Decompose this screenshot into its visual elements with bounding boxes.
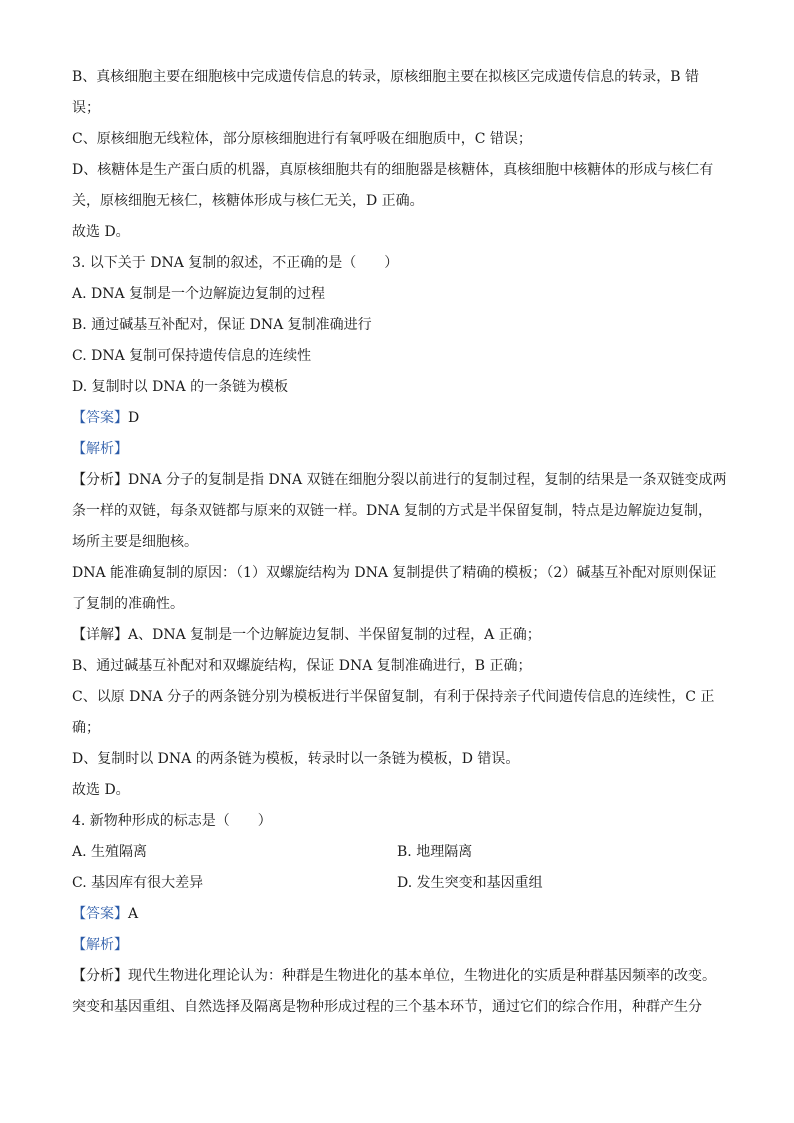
question-4-option-b: B. 地理隔离 <box>397 844 473 860</box>
xiangjie-line <box>72 620 722 651</box>
question-4-options-row-1 <box>72 837 722 868</box>
question-4-options-row-2 <box>72 868 722 899</box>
text-line: 突变和基因重组、自然选择及隔离是物种形成过程的三个基本环节，通过它们的综合作用，种群产生分 <box>72 999 702 1015</box>
question-4-option-a: A. 生殖隔离 <box>72 844 148 860</box>
fenxi-line <box>72 465 727 496</box>
xiangjie-text: A、DNA 复制是一个边解旋边复制、半保留复制的过程，A 正确； <box>128 627 541 643</box>
analysis-tag: 【解析】 <box>72 441 128 457</box>
analysis-line <box>72 434 722 465</box>
answer-line <box>72 899 722 930</box>
analysis-line <box>72 930 722 961</box>
answer-line <box>72 403 722 434</box>
text-line: C、以原 DNA 分子的两条链分别为模板进行半保留复制，有利于保持亲子代间遗传信息的连续性，C 正 <box>72 689 715 705</box>
text-line: 条一样的双链，每条双链都与原来的双链一样。DNA 复制的方式是半保留复制，特点是边解旋边复制， <box>72 503 713 519</box>
fenxi-text: 现代生物进化理论认为：种群是生物进化的基本单位，生物进化的实质是种群基因频率的改变。 <box>128 968 716 984</box>
conclusion-line: 故选 D。 <box>72 782 130 798</box>
fenxi-tag: 【分析】 <box>72 968 128 984</box>
text-line: 了复制的准确性。 <box>72 596 184 612</box>
question-3-stem: 3. 以下关于 DNA 复制的叙述，不正确的是（ ） <box>72 255 399 271</box>
text-line: 场所主要是细胞核。 <box>72 534 198 550</box>
analysis-tag: 【解析】 <box>72 937 128 953</box>
text-line: 关，原核细胞无核仁，核糖体形成与核仁无关，D 正确。 <box>72 193 424 209</box>
question-3-option-d: D. 复制时以 DNA 的一条链为模板 <box>72 379 289 395</box>
fenxi-tag: 【分析】 <box>72 472 128 488</box>
question-3-option-c: C. DNA 复制可保持遗传信息的连续性 <box>72 348 312 364</box>
text-line: D、复制时以 DNA 的两条链为模板，转录时以一条链为模板，D 错误。 <box>72 751 520 767</box>
question-4-option-c: C. 基因库有很大差异 <box>72 875 204 891</box>
text-line: 故选 D。 <box>72 224 130 240</box>
fenxi-text: DNA 分子的复制是指 DNA 双链在细胞分裂以前进行的复制过程，复制的结果是一条双链变成两 <box>128 472 727 488</box>
answer-value: A <box>128 906 139 922</box>
text-line: 确； <box>72 720 100 736</box>
answer-tag: 【答案】 <box>72 906 128 922</box>
text-line: D、核糖体是生产蛋白质的机器，真原核细胞共有的细胞器是核糖体，真核细胞中核糖体的形成与核仁有 <box>72 162 714 178</box>
text-line: 误； <box>72 100 100 116</box>
text-line: B、真核细胞主要在细胞核中完成遗传信息的转录，原核细胞主要在拟核区完成遗传信息的转录，B 错 <box>72 69 700 85</box>
text-line: DNA 能准确复制的原因：（1）双螺旋结构为 DNA 复制提供了精确的模板；（2）碱基互补配对原则保证 <box>72 565 717 581</box>
text-line: B、通过碱基互补配对和双螺旋结构，保证 DNA 复制准确进行，B 正确； <box>72 658 532 674</box>
question-3-option-b: B. 通过碱基互补配对，保证 DNA 复制准确进行 <box>72 317 372 333</box>
question-3-option-a: A. DNA 复制是一个边解旋边复制的过程 <box>72 286 326 302</box>
document-page <box>72 62 727 1023</box>
answer-tag: 【答案】 <box>72 410 128 426</box>
question-4-stem: 4. 新物种形成的标志是（ ） <box>72 813 272 829</box>
answer-value: D <box>128 410 140 426</box>
question-4-option-d: D. 发生突变和基因重组 <box>397 875 543 891</box>
xiangjie-tag: 【详解】 <box>72 627 128 643</box>
fenxi-line <box>72 961 722 992</box>
text-line: C、原核细胞无线粒体，部分原核细胞进行有氧呼吸在细胞质中，C 错误； <box>72 131 532 147</box>
